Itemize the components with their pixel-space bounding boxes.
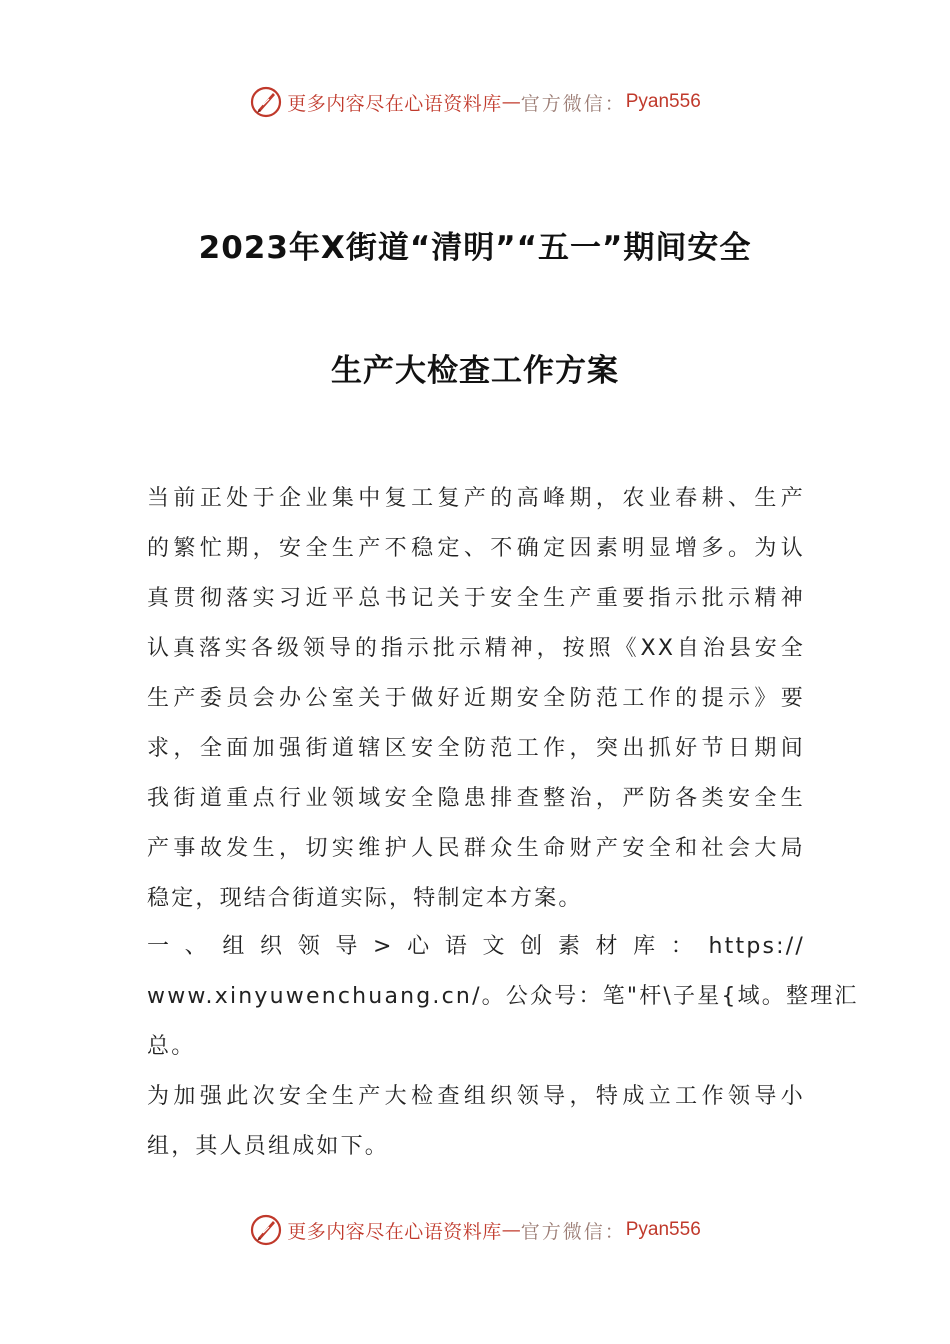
- paragraph-line: 为加强此次安全生产大检查组织领导，特成立工作领导小: [147, 1084, 805, 1109]
- paragraph-line: 真贯彻落实习近平总书记关于安全生产重要指示批示精神: [147, 586, 805, 611]
- paragraph-line: 一、组织领导>心语文创素材库：https://: [147, 934, 805, 959]
- banner-wechat-id: Pyan556: [625, 1219, 701, 1240]
- header-banner: [0, 82, 950, 122]
- banner-dash: —: [501, 91, 521, 113]
- banner-slogan: 更多内容尽在心语资料库: [287, 1220, 502, 1243]
- footer-banner: [0, 1210, 950, 1250]
- section-heading-organization: [147, 922, 859, 1072]
- paragraph-line: www.xinyuwenchuang.cn/。公众号：笔"杆\子星{域。整理汇: [147, 984, 859, 1009]
- paragraph-line: 我街道重点行业领域安全隐患排查整治，严防各类安全生: [147, 786, 805, 811]
- banner-slogan: 更多内容尽在心语资料库: [287, 92, 502, 115]
- document-title-line2: 生产大检查工作方案: [331, 353, 619, 389]
- paragraph-line: 组，其人员组成如下。: [147, 1134, 390, 1159]
- document-title-line1: 2023年X街道“清明”“五一”期间安全: [198, 230, 752, 266]
- paragraph-line: 产事故发生，切实维护人民群众生命财产安全和社会大局: [147, 836, 805, 861]
- banner-wechat-label: 官方微信：: [520, 1220, 626, 1243]
- quill-logo-icon: [249, 1213, 283, 1247]
- paragraph-line: 稳定，现结合街道实际，特制定本方案。: [147, 886, 583, 911]
- banner-dash: —: [501, 1219, 521, 1241]
- paragraph-leadership-group: [147, 1072, 805, 1172]
- paragraph-intro: [147, 474, 805, 924]
- banner-wechat-label: 官方微信：: [520, 92, 626, 115]
- paragraph-line: 认真落实各级领导的指示批示精神，按照《XX自治县安全: [147, 636, 805, 661]
- paragraph-line: 的繁忙期，安全生产不稳定、不确定因素明显增多。为认: [147, 536, 805, 561]
- paragraph-line: 总。: [147, 1034, 196, 1059]
- quill-logo-icon: [249, 85, 283, 119]
- banner-wechat-id: Pyan556: [625, 91, 701, 112]
- paragraph-line: 当前正处于企业集中复工复产的高峰期，农业春耕、生产: [147, 486, 805, 511]
- paragraph-line: 求，全面加强街道辖区安全防范工作，突出抓好节日期间: [147, 736, 805, 761]
- paragraph-line: 生产委员会办公室关于做好近期安全防范工作的提示》要: [147, 686, 805, 711]
